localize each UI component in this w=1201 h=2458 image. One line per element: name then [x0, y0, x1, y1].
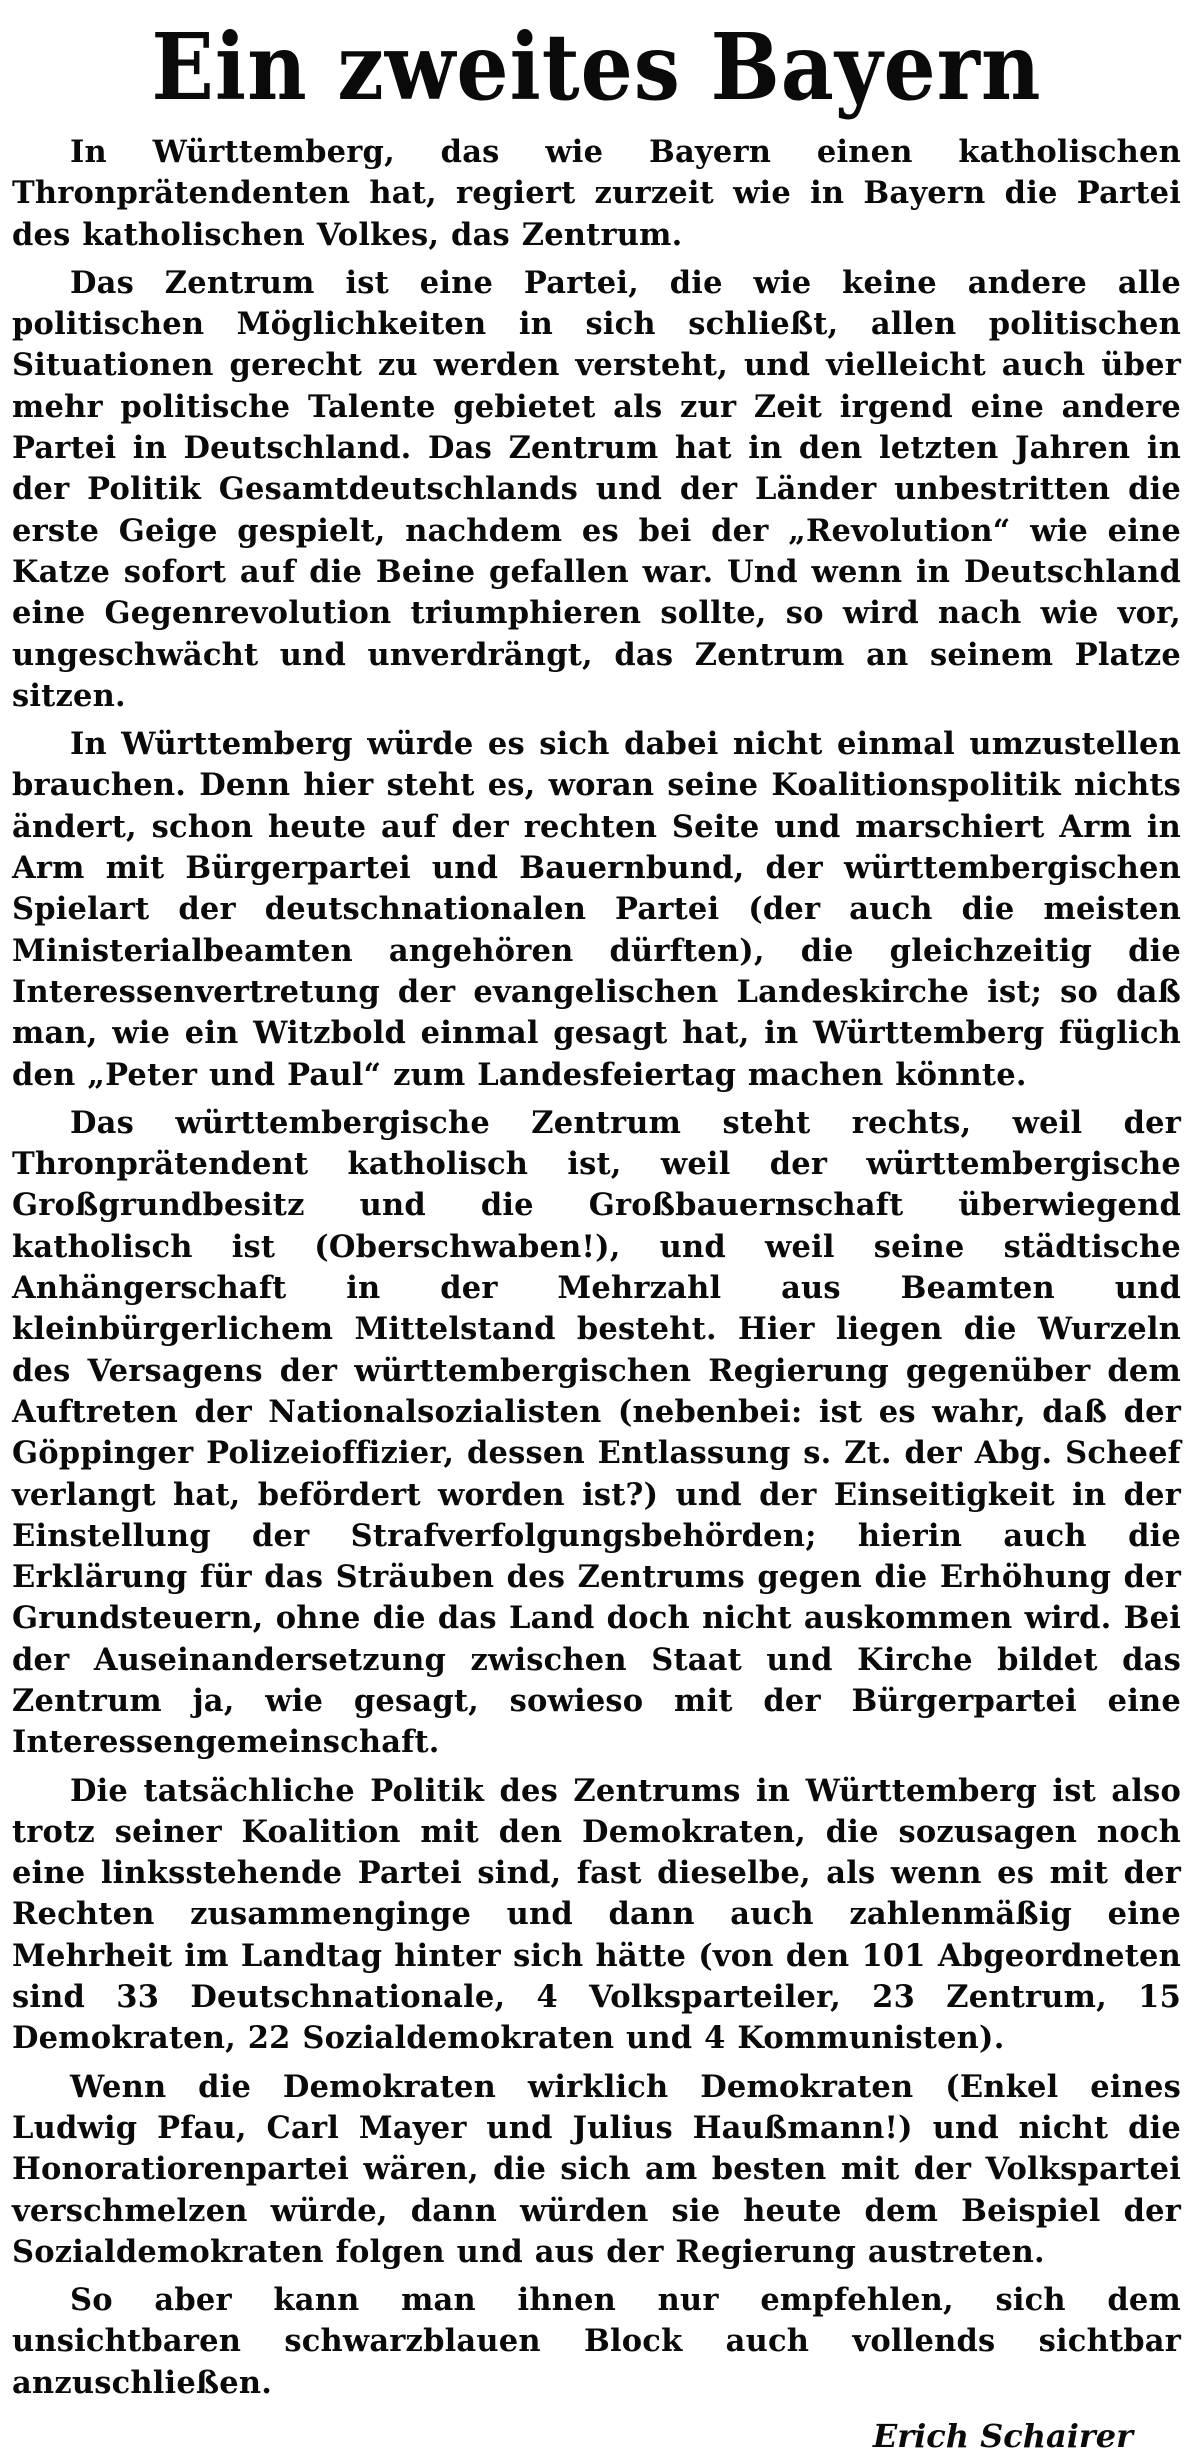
article-body	[12, 132, 1181, 2404]
article-title: Ein zweites Bayern	[151, 13, 1042, 122]
article-paragraph-2: Das Zentrum ist eine Partei, die wie keine andere alle politischen Möglichkeiten in sich schließt, allen politischen Situationen gerecht zu werden versteht, und vielleicht auch über mehr politische Talente gebietet als zur Zeit irgend eine andere Partei in Deutschland. Das Zentrum hat in den letzten Jahren in der Politik Gesamtdeutschlands und der Länder unbestritten die erste Geige gespielt, nachdem es bei der „Revolution“ wie eine Katze sofort auf die Beine gefallen war. Und wenn in Deutschland eine Gegenrevolution triumphieren sollte, so wird nach wie vor, ungeschwächt und unverdrängt, das Zentrum an seinem Platze sitzen.	[12, 264, 1181, 714]
article-paragraph-5: Die tatsächliche Politik des Zentrums in Württemberg ist also trotz seiner Koalition mit den Demokraten, die sozusagen noch eine linksstehende Partei sind, fast dieselbe, als wenn es mit der Rechten zusammenginge und dann auch zahlenmäßig eine Mehrheit im Landtag hinter sich hätte (von den 101 Abgeordneten sind 33 Deutschnationale, 4 Volksparteiler, 23 Zentrum, 15 Demokraten, 22 Sozialdemokraten und 4 Kommunisten).	[12, 1772, 1181, 2057]
article-paragraph-4: Das württembergische Zentrum steht rechts, weil der Thronprätendent katholisch ist, weil der württembergische Großgrundbesitz und die Großbauernschaft überwiegend katholisch ist (Oberschwaben!), und weil seine städtische Anhängerschaft in der Mehrzahl aus Beamten und kleinbürgerlichem Mittelstand besteht. Hier liegen die Wurzeln des Versagens der württembergischen Regierung gegenüber dem Auftreten der Nationalsozialisten (nebenbei: ist es wahr, daß der Göppinger Polizeioffizier, dessen Entlassung s. Zt. der Abg. Scheef verlangt hat, befördert worden ist?) und der Einseitigkeit in der Einstellung der Strafverfolgungsbehörden; hierin auch die Erklärung für das Sträuben des Zentrums gegen die Erhöhung der Grundsteuern, ohne die das Land doch nicht auskommen wird. Bei der Auseinandersetzung zwischen Staat und Kirche bildet das Zentrum ja, wie gesagt, sowieso mit der Bürgerpartei eine Interessengemeinschaft.	[12, 1104, 1181, 1761]
article-paragraph-1: In Württemberg, das wie Bayern einen katholischen Thronprätendenten hat, regiert zurzeit wie in Bayern die Partei des katholischen Volkes, das Zentrum.	[12, 134, 1181, 253]
author-signature: Erich Schairer	[872, 2417, 1133, 2456]
article-paragraph-7: So aber kann man ihnen nur empfehlen, sich dem unsichtbaren schwarzblauen Block auch vollends sichtbar anzuschließen.	[12, 2282, 1181, 2401]
article-paragraph-6: Wenn die Demokraten wirklich Demokraten (Enkel eines Ludwig Pfau, Carl Mayer und Julius Haußmann!) und nicht die Honoratiorenpartei wären, die sich am besten mit der Volkspartei verschmelzen würde, dann würden sie heute dem Beispiel der Sozialdemokraten folgen und aus der Regierung austreten.	[12, 2068, 1181, 2270]
article-paragraph-3: In Württemberg würde es sich dabei nicht einmal umzustellen brauchen. Denn hier steht es, woran seine Koalitionspolitik nichts ändert, schon heute auf der rechten Seite und marschiert Arm in Arm mit Bürgerpartei und Bauernbund, der württembergischen Spielart der deutschnationalen Partei (der auch die meisten Ministerialbeamten angehören dürften), die gleichzeitig die Interessenvertretung der evangelischen Landeskirche ist; so daß man, wie ein Witzbold einmal gesagt hat, in Württemberg füglich den „Peter und Paul“ zum Landesfeiertag machen könnte.	[12, 726, 1181, 1093]
